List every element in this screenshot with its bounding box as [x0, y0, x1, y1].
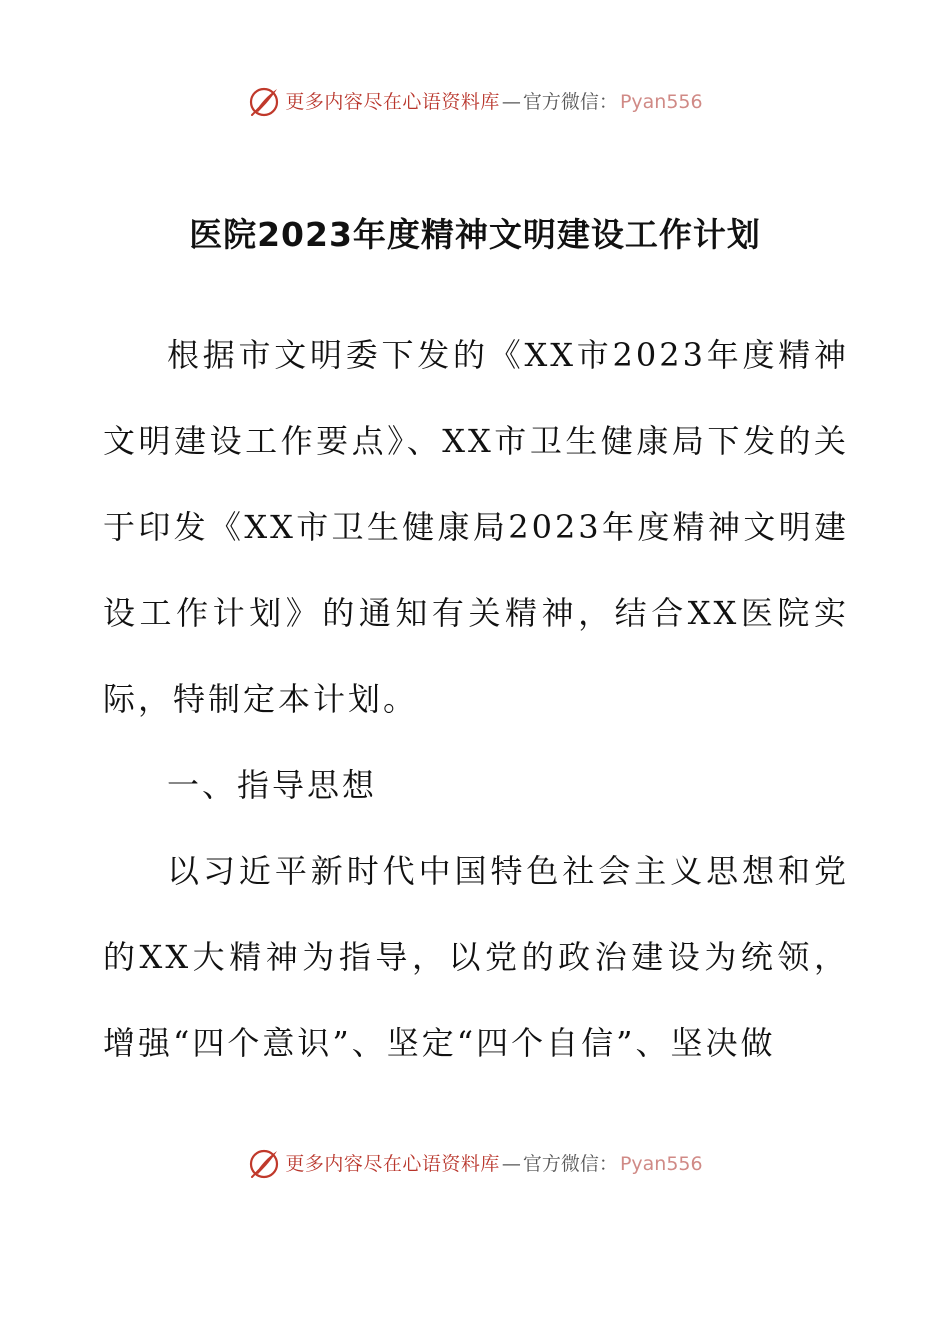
banner-slogan: 更多内容尽在心语资料库 [285, 91, 500, 113]
banner-dash: — [501, 1153, 521, 1175]
banner-slogan: 更多内容尽在心语资料库 [285, 1153, 500, 1175]
banner-dash: — [501, 91, 521, 113]
document-title: 医院2023年度精神文明建设工作计划 [189, 215, 761, 254]
banner-wechat-id: Pyan556 [619, 91, 703, 113]
intro-paragraph: 根据市文明委下发的《XX市2023年度精神文明建设工作要点》、XX市卫生健康局下发的关于印发《XX市卫生健康局2023年度精神文明建设工作计划》的通知有关精神，结合XX医院实际，特制定本计划。 [103, 336, 849, 718]
document-body [103, 312, 849, 1086]
banner-wechat-label: 官方微信： [522, 1153, 618, 1175]
quill-pen-logo-icon [247, 85, 281, 119]
quill-pen-logo-icon [247, 1147, 281, 1181]
banner-wechat-label: 官方微信： [522, 91, 618, 113]
footer-watermark-banner [0, 1144, 950, 1184]
section-heading-guiding-ideology: 一、指导思想 [167, 766, 378, 804]
banner-wechat-id: Pyan556 [619, 1153, 703, 1175]
guiding-ideology-paragraph: 以习近平新时代中国特色社会主义思想和党的XX大精神为指导，以党的政治建设为统领，增强“四个意识”、坚定“四个自信”、坚决做 [103, 852, 849, 1062]
header-watermark-banner [0, 82, 950, 122]
